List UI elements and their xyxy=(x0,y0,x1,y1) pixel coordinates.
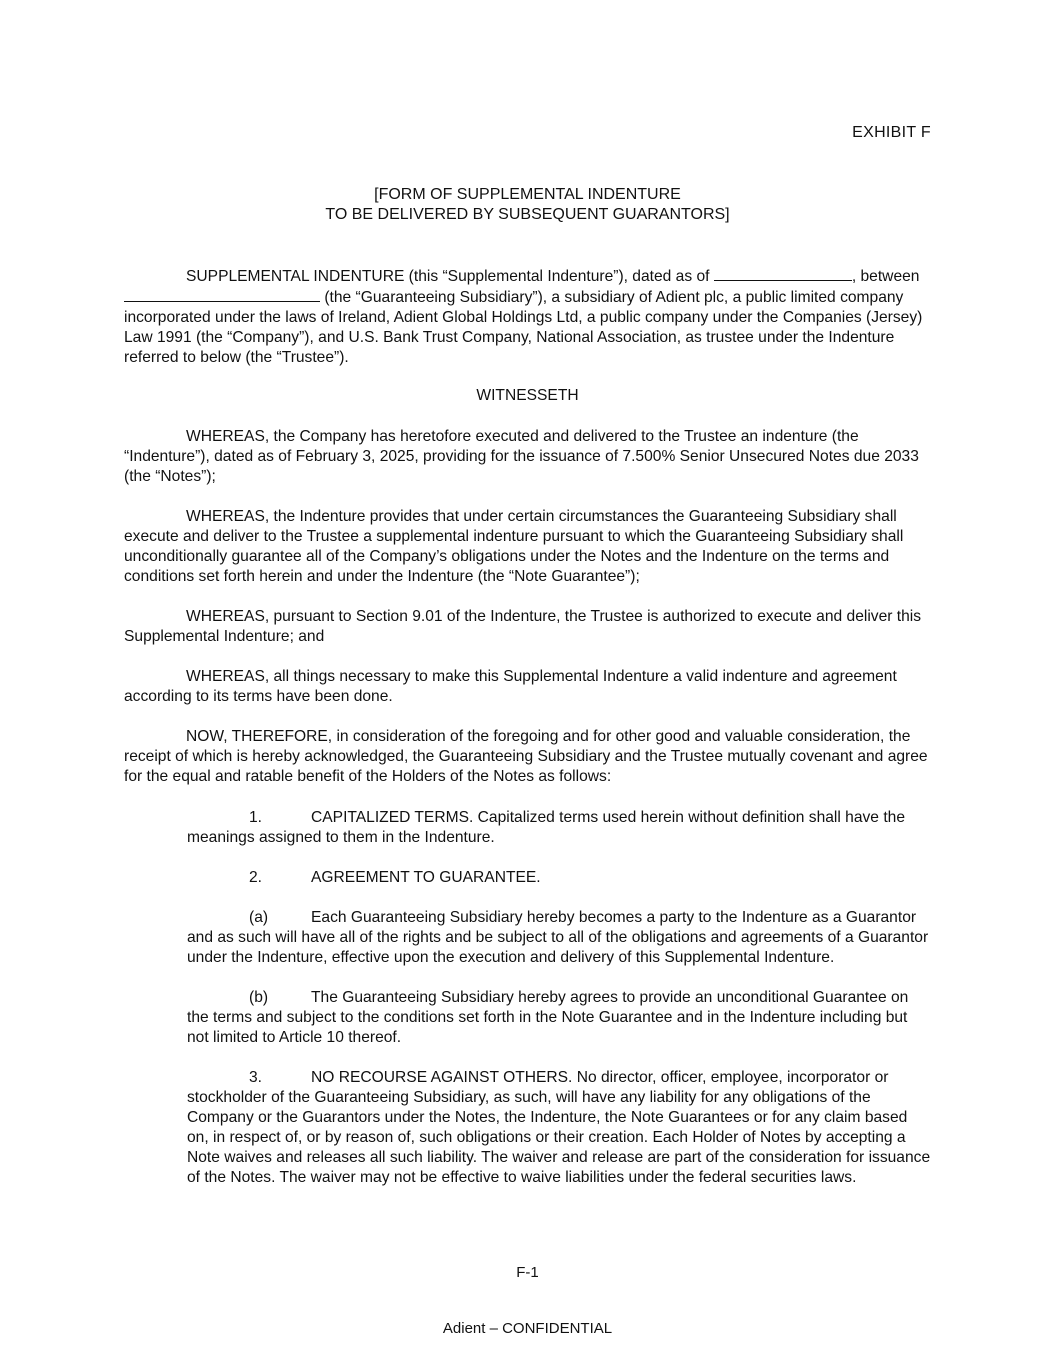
date-blank xyxy=(714,266,852,281)
section-2b-text: The Guaranteeing Subsidiary hereby agrees to provide an unconditional Guarantee on the terms and subject to the conditions set forth in the Note Guarantee and in the Indenture including but not limited to Article 10 thereof. xyxy=(187,989,909,1046)
intro-text-4: (the “Guaranteeing Subsidiary”), a subsidiary of Adient plc, a public limited company incorporated under the laws of Ireland, Adient Global Holdings Ltd, a public company under the Companies (Jersey) Law 1991 (the “Company”), and U.S. Bank Trust Company, National Association, as trustee under the Indenture referred to below (the “Trustee”). xyxy=(124,289,923,366)
whereas-3-text: WHEREAS, pursuant to Section 9.01 of the Indenture, the Trustee is authorized to execute and deliver this Supplemental Indenture; and xyxy=(124,608,922,645)
title-line-2: TO BE DELIVERED BY SUBSEQUENT GUARANTORS] xyxy=(325,206,730,223)
intro-text-2: , xyxy=(851,268,857,285)
section-3 xyxy=(187,1068,931,1188)
section-1-text: CAPITALIZED TERMS. Capitalized terms used herein without definition shall have the meanings assigned to them in the Indenture. xyxy=(187,809,905,846)
whereas-paragraph-2 xyxy=(124,507,931,587)
section-3-text: NO RECOURSE AGAINST OTHERS. No director, officer, employee, incorporator or stockholder of the Guaranteeing Subsidiary, as such, will have any liability for any obligations of the Company or the Guarantors under the Notes, the Indenture, the Note Guarantees or for any claim based on, in respect of, or by reason of, such obligations or their creation. Each Holder of Notes by accepting a Note waives and releases all such liability. The waiver and release are part of the consideration for issuance of the Notes. The waiver may not be effective to waive liabilities under the federal securities laws. xyxy=(187,1069,931,1186)
intro-text-3: between xyxy=(860,268,920,285)
section-2a-text: Each Guaranteeing Subsidiary hereby becomes a party to the Indenture as a Guarantor and as such will have all of the rights and be subject to all of the obligations and agreements of a Guarantor under the Indenture, effective upon the execution and delivery of this Supplemental Indenture. xyxy=(187,909,929,966)
section-3-number: 3. xyxy=(249,1069,263,1086)
section-2a-number: (a) xyxy=(249,909,269,926)
intro-paragraph xyxy=(124,266,931,368)
whereas-paragraph-4 xyxy=(124,667,931,707)
section-2a xyxy=(187,908,931,968)
section-2-heading: AGREEMENT TO GUARANTEE. xyxy=(311,869,541,886)
confidential-footer: Adient – CONFIDENTIAL xyxy=(442,1320,613,1337)
title-line-1: [FORM OF SUPPLEMENTAL INDENTURE xyxy=(374,186,681,203)
subsidiary-name-blank xyxy=(124,287,320,302)
whereas-4-text: WHEREAS, all things necessary to make this Supplemental Indenture a valid indenture and agreement according to its terms have been done. xyxy=(124,668,897,705)
section-1-number: 1. xyxy=(249,809,263,826)
witnesseth-heading: WITNESSETH xyxy=(476,387,579,404)
page-number: F-1 xyxy=(516,1264,539,1281)
whereas-paragraph-1 xyxy=(124,427,931,487)
section-2b xyxy=(187,988,931,1048)
exhibit-label: EXHIBIT F xyxy=(852,124,931,141)
section-2 xyxy=(187,868,931,888)
document-title xyxy=(0,185,1055,225)
whereas-1-text: WHEREAS, the Company has heretofore executed and delivered to the Trustee an indenture (the “Indenture”), dated as of February 3, 2025, providing for the issuance of 7.500% Senior Unsecured Notes due 2033 (the “Notes”); xyxy=(124,428,919,485)
now-therefore-paragraph xyxy=(124,727,931,787)
whereas-2-text: WHEREAS, the Indenture provides that under certain circumstances the Guaranteeing Subsidiary shall execute and deliver to the Trustee a supplemental indenture pursuant to which the Guaranteeing Subsidiary shall unconditionally guarantee all of the Company’s obligations under the Notes and the Indenture on the terms and conditions set forth herein and under the Indenture (the “Note Guarantee”); xyxy=(124,508,904,585)
section-2-number: 2. xyxy=(249,869,263,886)
now-therefore-text: NOW, THEREFORE, in consideration of the foregoing and for other good and valuable consideration, the receipt of which is hereby acknowledged, the Guaranteeing Subsidiary and the Trustee mutually covenant and agree for the equal and ratable benefit of the Holders of the Notes as follows: xyxy=(124,728,928,785)
section-2b-number: (b) xyxy=(249,989,269,1006)
section-1 xyxy=(187,808,931,848)
whereas-paragraph-3 xyxy=(124,607,931,647)
intro-text-1: SUPPLEMENTAL INDENTURE (this “Supplemental Indenture”), dated as of xyxy=(186,268,710,285)
